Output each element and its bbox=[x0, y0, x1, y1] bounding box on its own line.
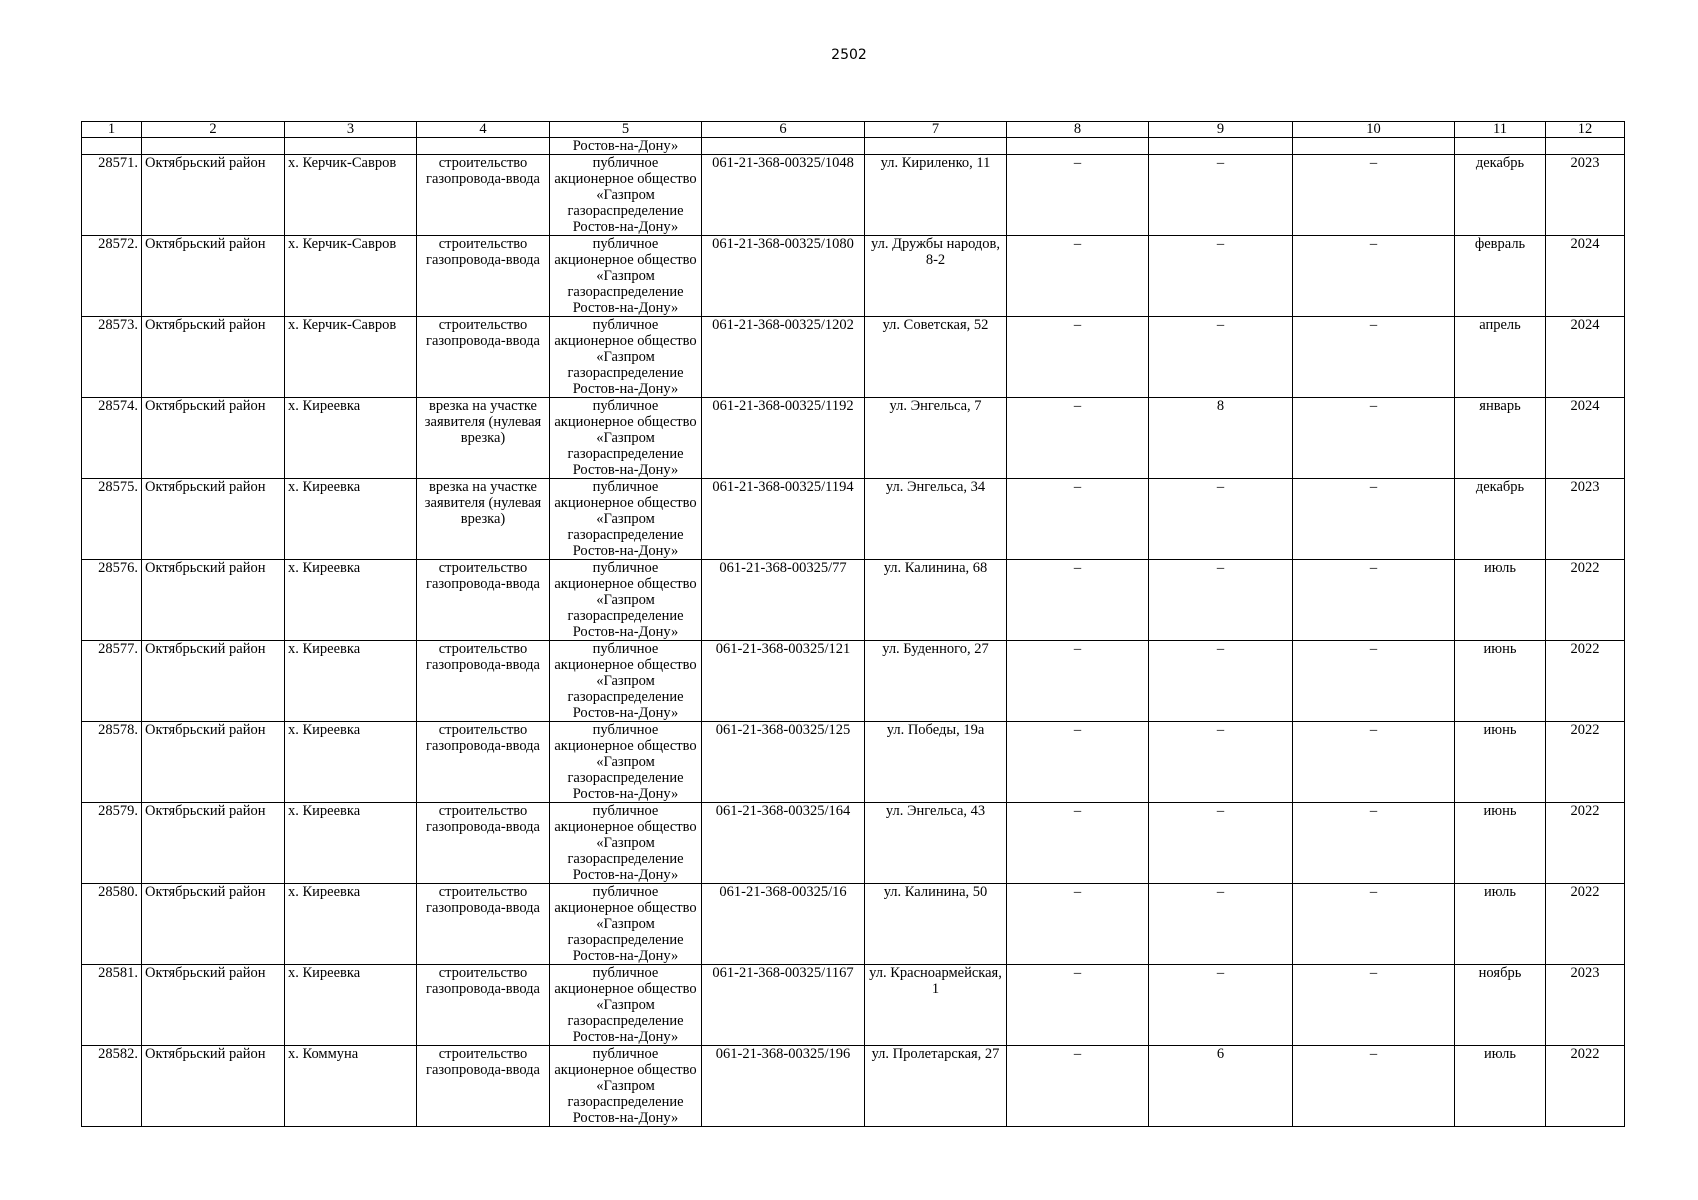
work-type-cell: строительство газопровода-ввода bbox=[417, 236, 550, 317]
month-cell: декабрь bbox=[1455, 479, 1546, 560]
organization-cell: публичное акционерное общество «Газпром газораспределение Ростов-на-Дону» bbox=[550, 803, 702, 884]
work-type-cell: строительство газопровода-ввода bbox=[417, 641, 550, 722]
month-cell: июль bbox=[1455, 560, 1546, 641]
row-number: 28571. bbox=[82, 155, 142, 236]
column-header: 10 bbox=[1293, 122, 1455, 138]
organization-cell: публичное акционерное общество «Газпром газораспределение Ростов-на-Дону» bbox=[550, 965, 702, 1046]
code-cell: 061-21-368-00325/1202 bbox=[702, 317, 865, 398]
month-cell: январь bbox=[1455, 398, 1546, 479]
district-cell: Октябрьский район bbox=[142, 155, 285, 236]
work-type-cell: строительство газопровода-ввода bbox=[417, 155, 550, 236]
month-cell: июнь bbox=[1455, 641, 1546, 722]
work-type-cell: строительство газопровода-ввода bbox=[417, 317, 550, 398]
district-cell: Октябрьский район bbox=[142, 398, 285, 479]
col8-cell: – bbox=[1007, 884, 1149, 965]
district-cell: Октябрьский район bbox=[142, 317, 285, 398]
locality-cell: х. Коммуна bbox=[285, 1046, 417, 1127]
work-type-cell: строительство газопровода-ввода bbox=[417, 722, 550, 803]
address-cell: ул. Кириленко, 11 bbox=[865, 155, 1007, 236]
column-header: 8 bbox=[1007, 122, 1149, 138]
row-number: 28581. bbox=[82, 965, 142, 1046]
address-cell: ул. Энгельса, 34 bbox=[865, 479, 1007, 560]
col8-cell: – bbox=[1007, 155, 1149, 236]
organization-cell: публичное акционерное общество «Газпром газораспределение Ростов-на-Дону» bbox=[550, 641, 702, 722]
col9-cell: – bbox=[1149, 155, 1293, 236]
col10-cell: – bbox=[1293, 1046, 1455, 1127]
row-number: 28577. bbox=[82, 641, 142, 722]
month-cell: июль bbox=[1455, 884, 1546, 965]
col10-cell: – bbox=[1293, 236, 1455, 317]
month-cell: февраль bbox=[1455, 236, 1546, 317]
continuation-row bbox=[82, 138, 1625, 155]
address-cell: ул. Красноармейская, 1 bbox=[865, 965, 1007, 1046]
row-number: 28579. bbox=[82, 803, 142, 884]
registry-table bbox=[81, 121, 1625, 1127]
year-cell: 2024 bbox=[1546, 398, 1625, 479]
row-number: 28573. bbox=[82, 317, 142, 398]
col10-cell: – bbox=[1293, 155, 1455, 236]
district-cell: Октябрьский район bbox=[142, 479, 285, 560]
year-cell: 2024 bbox=[1546, 317, 1625, 398]
organization-cell: публичное акционерное общество «Газпром газораспределение Ростов-на-Дону» bbox=[550, 1046, 702, 1127]
district-cell: Октябрьский район bbox=[142, 641, 285, 722]
code-cell: 061-21-368-00325/164 bbox=[702, 803, 865, 884]
col10-cell: – bbox=[1293, 479, 1455, 560]
page-number: 2502 bbox=[831, 47, 867, 63]
col8-cell: – bbox=[1007, 803, 1149, 884]
col8-cell: – bbox=[1007, 236, 1149, 317]
col8-cell: – bbox=[1007, 398, 1149, 479]
table-row bbox=[82, 479, 1625, 560]
locality-cell: х. Киреевка bbox=[285, 803, 417, 884]
code-cell: 061-21-368-00325/1192 bbox=[702, 398, 865, 479]
row-number: 28580. bbox=[82, 884, 142, 965]
column-header: 11 bbox=[1455, 122, 1546, 138]
year-cell: 2023 bbox=[1546, 965, 1625, 1046]
organization-cell: публичное акционерное общество «Газпром газораспределение Ростов-на-Дону» bbox=[550, 317, 702, 398]
address-cell: ул. Калинина, 50 bbox=[865, 884, 1007, 965]
locality-cell: х. Керчик-Савров bbox=[285, 236, 417, 317]
year-cell: 2023 bbox=[1546, 479, 1625, 560]
table-body bbox=[82, 122, 1625, 1127]
column-header: 4 bbox=[417, 122, 550, 138]
row-number: 28578. bbox=[82, 722, 142, 803]
table-row bbox=[82, 803, 1625, 884]
organization-cell: публичное акционерное общество «Газпром газораспределение Ростов-на-Дону» bbox=[550, 236, 702, 317]
continuation-cell bbox=[1546, 138, 1625, 155]
continuation-cell: Ростов-на-Дону» bbox=[550, 138, 702, 155]
table-row bbox=[82, 965, 1625, 1046]
month-cell: июль bbox=[1455, 1046, 1546, 1127]
year-cell: 2022 bbox=[1546, 641, 1625, 722]
column-header: 7 bbox=[865, 122, 1007, 138]
month-cell: ноябрь bbox=[1455, 965, 1546, 1046]
work-type-cell: врезка на участке заявителя (нулевая врезка) bbox=[417, 479, 550, 560]
row-number: 28576. bbox=[82, 560, 142, 641]
year-cell: 2022 bbox=[1546, 560, 1625, 641]
locality-cell: х. Киреевка bbox=[285, 641, 417, 722]
year-cell: 2022 bbox=[1546, 722, 1625, 803]
col10-cell: – bbox=[1293, 722, 1455, 803]
district-cell: Октябрьский район bbox=[142, 722, 285, 803]
table-row bbox=[82, 398, 1625, 479]
month-cell: июнь bbox=[1455, 803, 1546, 884]
code-cell: 061-21-368-00325/1048 bbox=[702, 155, 865, 236]
work-type-cell: строительство газопровода-ввода bbox=[417, 1046, 550, 1127]
address-cell: ул. Энгельса, 7 bbox=[865, 398, 1007, 479]
table-row bbox=[82, 641, 1625, 722]
col10-cell: – bbox=[1293, 317, 1455, 398]
col8-cell: – bbox=[1007, 1046, 1149, 1127]
year-cell: 2024 bbox=[1546, 236, 1625, 317]
locality-cell: х. Керчик-Савров bbox=[285, 155, 417, 236]
year-cell: 2023 bbox=[1546, 155, 1625, 236]
continuation-cell bbox=[1293, 138, 1455, 155]
work-type-cell: строительство газопровода-ввода bbox=[417, 884, 550, 965]
col8-cell: – bbox=[1007, 560, 1149, 641]
column-header: 9 bbox=[1149, 122, 1293, 138]
organization-cell: публичное акционерное общество «Газпром газораспределение Ростов-на-Дону» bbox=[550, 479, 702, 560]
col9-cell: – bbox=[1149, 560, 1293, 641]
table-row bbox=[82, 155, 1625, 236]
column-number-row bbox=[82, 122, 1625, 138]
address-cell: ул. Пролетарская, 27 bbox=[865, 1046, 1007, 1127]
table-row bbox=[82, 317, 1625, 398]
col9-cell: – bbox=[1149, 884, 1293, 965]
continuation-cell bbox=[142, 138, 285, 155]
code-cell: 061-21-368-00325/77 bbox=[702, 560, 865, 641]
address-cell: ул. Победы, 19а bbox=[865, 722, 1007, 803]
district-cell: Октябрьский район bbox=[142, 560, 285, 641]
address-cell: ул. Дружбы народов, 8-2 bbox=[865, 236, 1007, 317]
row-number: 28582. bbox=[82, 1046, 142, 1127]
locality-cell: х. Киреевка bbox=[285, 965, 417, 1046]
district-cell: Октябрьский район bbox=[142, 236, 285, 317]
column-header: 1 bbox=[82, 122, 142, 138]
column-header: 3 bbox=[285, 122, 417, 138]
locality-cell: х. Киреевка bbox=[285, 398, 417, 479]
continuation-cell bbox=[1149, 138, 1293, 155]
col9-cell: – bbox=[1149, 317, 1293, 398]
district-cell: Октябрьский район bbox=[142, 803, 285, 884]
work-type-cell: врезка на участке заявителя (нулевая врезка) bbox=[417, 398, 550, 479]
table-row bbox=[82, 884, 1625, 965]
locality-cell: х. Киреевка bbox=[285, 722, 417, 803]
col9-cell: – bbox=[1149, 641, 1293, 722]
column-header: 12 bbox=[1546, 122, 1625, 138]
col8-cell: – bbox=[1007, 479, 1149, 560]
col8-cell: – bbox=[1007, 641, 1149, 722]
continuation-cell bbox=[417, 138, 550, 155]
table-row bbox=[82, 722, 1625, 803]
continuation-cell bbox=[865, 138, 1007, 155]
col10-cell: – bbox=[1293, 965, 1455, 1046]
year-cell: 2022 bbox=[1546, 803, 1625, 884]
continuation-cell bbox=[1007, 138, 1149, 155]
locality-cell: х. Киреевка bbox=[285, 560, 417, 641]
code-cell: 061-21-368-00325/196 bbox=[702, 1046, 865, 1127]
district-cell: Октябрьский район bbox=[142, 965, 285, 1046]
month-cell: декабрь bbox=[1455, 155, 1546, 236]
locality-cell: х. Киреевка bbox=[285, 884, 417, 965]
table-row bbox=[82, 1046, 1625, 1127]
row-number: 28572. bbox=[82, 236, 142, 317]
organization-cell: публичное акционерное общество «Газпром газораспределение Ростов-на-Дону» bbox=[550, 398, 702, 479]
table-row bbox=[82, 236, 1625, 317]
col9-cell: – bbox=[1149, 965, 1293, 1046]
col9-cell: 6 bbox=[1149, 1046, 1293, 1127]
work-type-cell: строительство газопровода-ввода bbox=[417, 965, 550, 1046]
organization-cell: публичное акционерное общество «Газпром газораспределение Ростов-на-Дону» bbox=[550, 884, 702, 965]
address-cell: ул. Советская, 52 bbox=[865, 317, 1007, 398]
continuation-cell bbox=[702, 138, 865, 155]
month-cell: июнь bbox=[1455, 722, 1546, 803]
col9-cell: – bbox=[1149, 479, 1293, 560]
code-cell: 061-21-368-00325/1167 bbox=[702, 965, 865, 1046]
district-cell: Октябрьский район bbox=[142, 884, 285, 965]
locality-cell: х. Керчик-Савров bbox=[285, 317, 417, 398]
code-cell: 061-21-368-00325/16 bbox=[702, 884, 865, 965]
col9-cell: – bbox=[1149, 722, 1293, 803]
work-type-cell: строительство газопровода-ввода bbox=[417, 803, 550, 884]
col8-cell: – bbox=[1007, 965, 1149, 1046]
locality-cell: х. Киреевка bbox=[285, 479, 417, 560]
row-number: 28575. bbox=[82, 479, 142, 560]
column-header: 6 bbox=[702, 122, 865, 138]
col9-cell: – bbox=[1149, 803, 1293, 884]
col10-cell: – bbox=[1293, 803, 1455, 884]
row-number: 28574. bbox=[82, 398, 142, 479]
month-cell: апрель bbox=[1455, 317, 1546, 398]
organization-cell: публичное акционерное общество «Газпром газораспределение Ростов-на-Дону» bbox=[550, 560, 702, 641]
continuation-cell bbox=[82, 138, 142, 155]
code-cell: 061-21-368-00325/1194 bbox=[702, 479, 865, 560]
code-cell: 061-21-368-00325/125 bbox=[702, 722, 865, 803]
address-cell: ул. Калинина, 68 bbox=[865, 560, 1007, 641]
address-cell: ул. Буденного, 27 bbox=[865, 641, 1007, 722]
code-cell: 061-21-368-00325/1080 bbox=[702, 236, 865, 317]
col10-cell: – bbox=[1293, 560, 1455, 641]
col8-cell: – bbox=[1007, 722, 1149, 803]
continuation-cell bbox=[1455, 138, 1546, 155]
organization-cell: публичное акционерное общество «Газпром газораспределение Ростов-на-Дону» bbox=[550, 722, 702, 803]
column-header: 5 bbox=[550, 122, 702, 138]
address-cell: ул. Энгельса, 43 bbox=[865, 803, 1007, 884]
year-cell: 2022 bbox=[1546, 1046, 1625, 1127]
year-cell: 2022 bbox=[1546, 884, 1625, 965]
col8-cell: – bbox=[1007, 317, 1149, 398]
col10-cell: – bbox=[1293, 884, 1455, 965]
col10-cell: – bbox=[1293, 641, 1455, 722]
col10-cell: – bbox=[1293, 398, 1455, 479]
organization-cell: публичное акционерное общество «Газпром газораспределение Ростов-на-Дону» bbox=[550, 155, 702, 236]
col9-cell: – bbox=[1149, 236, 1293, 317]
table-row bbox=[82, 560, 1625, 641]
district-cell: Октябрьский район bbox=[142, 1046, 285, 1127]
continuation-cell bbox=[285, 138, 417, 155]
code-cell: 061-21-368-00325/121 bbox=[702, 641, 865, 722]
column-header: 2 bbox=[142, 122, 285, 138]
work-type-cell: строительство газопровода-ввода bbox=[417, 560, 550, 641]
col9-cell: 8 bbox=[1149, 398, 1293, 479]
